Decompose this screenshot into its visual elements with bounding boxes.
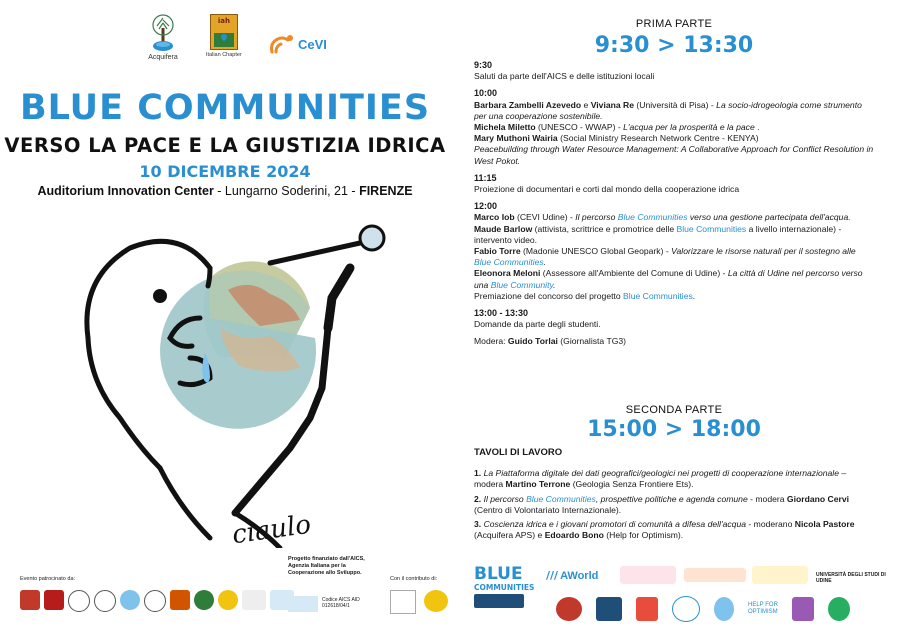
blue-communities-logo (474, 566, 534, 622)
iah-italian-chapter-logo: iah Italian Chapter (206, 14, 242, 58)
tavolo-title: Il percorso (483, 493, 527, 504)
speaker-item (474, 133, 874, 144)
patron-logo-firenze (44, 590, 64, 610)
session-text: Proiezione di documentari e corti dal mondo della cooperazione idrica (474, 184, 740, 195)
blue-logo-line1: BLUE (474, 564, 523, 584)
patrocinio-label: Evento patrocinato da: (20, 576, 76, 582)
speaker-name: Barbara Zambelli Azevedo (474, 99, 582, 110)
connector-text: - modera (747, 493, 787, 504)
speaker-item (474, 268, 874, 290)
illustration-figure-drinking-globe (60, 208, 400, 548)
fondazione-logo (424, 590, 448, 612)
patron-logo-square (170, 590, 190, 610)
venue-name: Auditorium Innovation Center (37, 184, 214, 198)
people-logo (684, 568, 746, 582)
tavolo-item (474, 468, 874, 490)
seconda-parte-hours: 15:00 > 18:00 (587, 417, 761, 442)
supporter-logo-5 (792, 597, 814, 621)
speaker-org: a livello internazionale) - intervento video. (474, 223, 842, 245)
tavolo-title: , prospettive politiche e agenda comune (595, 493, 748, 504)
solidarieta-cooperazione-logo (752, 566, 808, 584)
aworld-logo: /// AWorld (546, 569, 599, 582)
tavolo-title: La Piattaforma digitale dei dati geografici/geologici nei progetti di cooperazione internazionale (483, 468, 839, 479)
moderator-line (474, 336, 874, 347)
speaker-name: Fabio Torre (474, 246, 521, 257)
blue-communities-link: Blue Communities (676, 223, 747, 234)
talk-title: La socio-idrogeologia come strumento per una cooperazione sostenibile. (474, 99, 862, 121)
patron-logo-seal (94, 590, 116, 612)
acquifera-logo: Acquifera (148, 14, 178, 61)
venue-city: FIRENZE (359, 184, 413, 198)
talk-title: Valorizzare le risorse naturali per il sostegno alle (671, 246, 856, 257)
moderator-org: (Acquifera APS) e (474, 530, 545, 541)
prima-parte-label: PRIMA PARTE (635, 18, 713, 30)
patron-logo-ogt (242, 590, 266, 610)
session-text: Domande da parte degli studenti. (474, 319, 601, 330)
fondazione-locomotiva-logo (620, 566, 676, 584)
sun-hand-icon (268, 32, 296, 56)
speaker-item (474, 224, 874, 246)
moderator-name: Nicola Pastore (794, 519, 855, 530)
seconda-parte-label: SECONDA PARTE (625, 404, 723, 416)
connector-text: e (581, 99, 591, 110)
university-udine-logo: UNIVERSITÀ DEGLI STUDI DI UDINE (816, 572, 886, 584)
speaker-name: Mary Muthoni Wairia (474, 133, 558, 144)
supporters-logos-row (556, 596, 850, 622)
moderator-name: Edoardo Bono (544, 530, 604, 541)
supporter-logo-1 (556, 597, 582, 621)
session-time: 9:30 (474, 60, 493, 70)
connector-text: - moderano (746, 519, 795, 530)
talk-title: L'acqua per la prosperità e la pace (623, 122, 755, 133)
event-title: BLUE COMMUNITIES (19, 88, 431, 128)
speaker-org: (CEVI Udine) - (514, 212, 576, 223)
moderator-name: Giordano Cervi (786, 493, 849, 504)
speaker-item (474, 212, 874, 223)
prima-parte-header (474, 18, 874, 58)
supporter-logo-2 (596, 597, 622, 621)
tavolo-item (474, 519, 874, 541)
patron-logo-round (144, 590, 166, 612)
speaker-name: Viviana Re (590, 99, 635, 110)
tavolo-number: 3. (474, 519, 484, 530)
blue-communities-link: Blue Communities (526, 493, 596, 504)
event-subtitle: VERSO LA PACE E LA GIUSTIZIA IDRICA (4, 134, 446, 157)
patron-logo-yellow (218, 590, 238, 610)
session-text: Saluti da parte dell'AICS e delle istituzioni locali (474, 71, 655, 82)
award-item (474, 291, 874, 302)
supporter-logo-h2o (714, 597, 734, 621)
session-time: 13:00 - 13:30 (474, 308, 529, 319)
talk-title: Peacebuilding through Water Resource Management: A Collaborative Approach for Conflict Resolution in West Pokot. (474, 144, 874, 166)
speaker-name: Marco Iob (474, 212, 515, 223)
punct: . (754, 122, 760, 133)
help-for-optimism-logo: HELP FOR OPTIMISM (748, 602, 778, 615)
speaker-item (474, 100, 874, 122)
supporter-logo-3 (636, 597, 658, 621)
fondazione-firenze-logo (390, 590, 416, 614)
punct: . (692, 290, 696, 301)
award-text: Premiazione del concorso del progetto (474, 290, 624, 301)
session-time: 12:00 (474, 201, 498, 212)
connector-text: – modera (474, 468, 847, 490)
session-time: 10:00 (474, 88, 498, 99)
speaker-org: (Assessore all'Ambiente del Comune di Udine) - (540, 268, 728, 279)
speaker-org: (UNESCO - WWAP) - (535, 122, 624, 133)
speaker-name: Michela Miletto (474, 122, 536, 133)
supporter-logo-6 (828, 597, 850, 621)
session-time: 11:15 (474, 172, 497, 183)
talk-title: . (543, 257, 547, 268)
artist-signature: ciaulo (230, 509, 313, 551)
aics-logo (288, 596, 318, 612)
talk-title: . (553, 279, 556, 290)
prima-parte-hours: 9:30 > 13:30 (594, 33, 754, 58)
patrons-logos-row (20, 590, 294, 612)
moderator-org: (Help for Optimism). (603, 530, 684, 541)
contributors-logos-row (390, 590, 448, 614)
tavolo-number: 2. (474, 493, 484, 504)
tavolo-number: 1. (474, 468, 484, 479)
blue-communities-link: Blue Communities (474, 257, 544, 268)
moderator-label: Modera: (474, 336, 508, 347)
speaker-org: (Social Ministry Research Network Centre - KENYA) (557, 133, 759, 144)
aics-funding-text: Progetto finanziato dall'AICS, Agenzia Italiana per la Cooperazione allo Sviluppo. (288, 556, 365, 576)
patron-logo-unipisa (68, 590, 90, 612)
speaker-name: Maude Barlow (474, 223, 533, 234)
blue-communities-link: Blue Communities (623, 290, 693, 301)
moderator-org: (Giornalista TG3) (557, 336, 627, 347)
iah-badge-icon: iah (210, 14, 238, 50)
patron-logo-water (120, 590, 140, 610)
tavoli-title: TAVOLI DI LAVORO (474, 447, 563, 458)
blue-communities-link: Blue Community (490, 279, 554, 290)
tree-icon (148, 14, 178, 52)
event-venue (0, 184, 450, 198)
talk-title: Il percorso (575, 212, 618, 223)
program-first-part (474, 60, 874, 348)
aics-code: Codice AICS AID 012618/04/1 (322, 597, 360, 609)
event-date: 10 DICEMBRE 2024 (139, 162, 311, 181)
program-second-part (474, 447, 874, 541)
speaker-item (474, 246, 874, 268)
contributo-label: Con il contributo di: (390, 576, 438, 582)
blue-logo-line2: COMMUNITIES (474, 583, 535, 592)
blue-communities-link: Blue Communities (617, 212, 688, 223)
supporter-logo-4 (672, 596, 700, 622)
patron-logo-regione (20, 590, 40, 610)
moderator-name: Guido Torlai (507, 336, 558, 347)
speaker-org: (Madonie UNESCO Global Geopark) - (520, 246, 672, 257)
patron-logo-green (194, 590, 214, 610)
talk-title: La città di Udine nel percorso verso una (474, 268, 863, 290)
moderator-org: (Geologia Senza Frontiere Ets). (570, 479, 694, 490)
speaker-org: (Università di Pisa) - (634, 99, 717, 110)
moderator-name: Martino Terrone (505, 479, 571, 490)
aworld-text: AWorld (560, 569, 599, 582)
seconda-parte-header (474, 404, 874, 442)
speaker-org: (attivista, scrittrice e promotrice delle (532, 223, 677, 234)
speaker-item (474, 122, 874, 133)
moderator-org: (Centro di Volontariato Internazionale). (474, 504, 622, 515)
cevi-logo: CeVI (268, 32, 327, 56)
talk-title: verso una gestione partecipata dell'acqua. (687, 212, 851, 223)
speaker-name: Eleonora Meloni (474, 268, 541, 279)
tavolo-item (474, 494, 874, 516)
venue-address: - Lungarno Soderini, 21 - (213, 184, 360, 198)
tavolo-title: Coscienza idrica e i giovani promotori di comunità a difesa dell'acqua (483, 519, 747, 530)
